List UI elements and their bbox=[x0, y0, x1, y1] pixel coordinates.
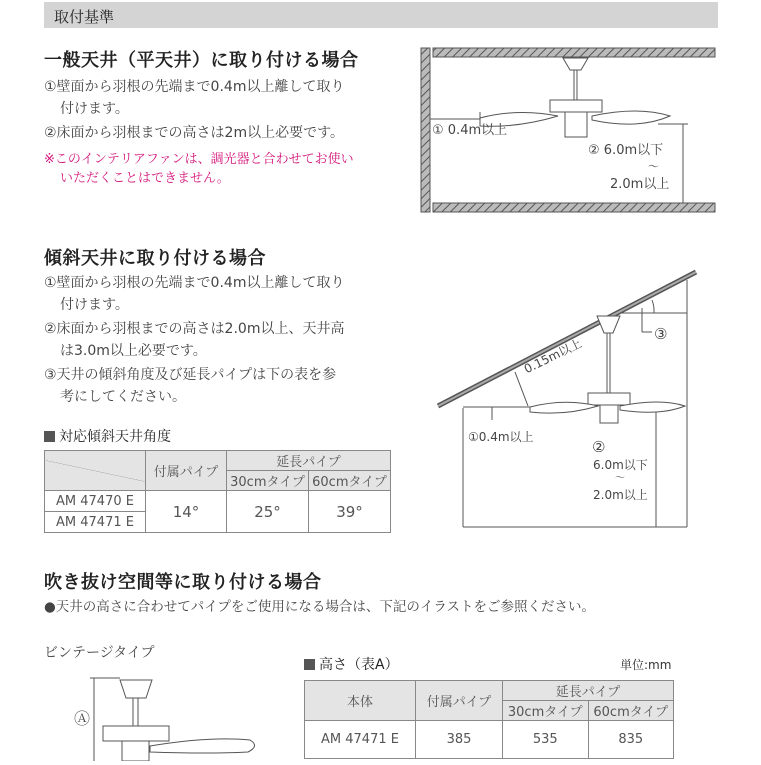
angle-table-val-60: 39° bbox=[309, 491, 391, 533]
sloped-item-1-line1: ①壁面から羽根の先端まで0.4m以上離して取り bbox=[44, 275, 345, 291]
sloped-item-2 bbox=[44, 318, 344, 362]
flat-diagram-label-2a: ② 6.0m以下 bbox=[588, 143, 664, 158]
height-table-val-30: 535 bbox=[503, 721, 589, 759]
dimmer-note-line1: ※このインテリアファンは、調光器と合わせてお使い bbox=[44, 152, 354, 167]
flat-item-1-line1: ①壁面から羽根の先端まで0.4m以上離して取り bbox=[44, 79, 345, 95]
sloped-item-1-line2: 付けます。 bbox=[60, 297, 129, 313]
height-table-title-text: 高さ（表A） bbox=[319, 657, 399, 673]
flat-diagram-label-1: ① 0.4m以上 bbox=[432, 123, 508, 138]
height-table-header-30: 30cmタイプ bbox=[503, 701, 589, 721]
sloped-item-1 bbox=[44, 272, 344, 316]
sloped-item-2-line2: は3.0m以上必要です。 bbox=[60, 343, 207, 359]
flat-diagram-label-2c: 2.0m以上 bbox=[610, 177, 670, 192]
sloped-diagram-label-2a: ② bbox=[592, 438, 606, 456]
sloped-diagram-label-2b: 6.0m以下 bbox=[593, 458, 648, 472]
height-table-header-included: 付属パイプ bbox=[416, 681, 503, 721]
flat-item-1 bbox=[44, 76, 344, 120]
atrium-bullet-text: ●天井の高さに合わせてパイプをご使用になる場合は、下記のイラストをご参照ください。 bbox=[44, 599, 595, 615]
sloped-ceiling-diagram bbox=[420, 260, 720, 540]
height-table-header-body: 本体 bbox=[305, 681, 416, 721]
sloped-item-3-line1: ③天井の傾斜角度及び延長パイプは下の表を参 bbox=[44, 367, 337, 383]
height-table-val-60: 835 bbox=[588, 721, 674, 759]
sloped-diagram-label-3: ③ bbox=[654, 325, 668, 343]
atrium-heading: 吹き抜け空間等に取り付ける場合 bbox=[44, 572, 322, 593]
flat-item-1-line2: 付けます。 bbox=[60, 101, 129, 117]
height-table-header-60: 60cmタイプ bbox=[588, 701, 674, 721]
vintage-fan-diagram bbox=[60, 668, 300, 761]
flat-ceiling-heading: 一般天井（平天井）に取り付ける場合 bbox=[44, 50, 359, 71]
angle-table-title bbox=[44, 426, 171, 446]
angle-table-val-30: 25° bbox=[227, 491, 309, 533]
angle-table-header-30: 30cmタイプ bbox=[227, 471, 309, 491]
angle-table-header-60: 60cmタイプ bbox=[309, 471, 391, 491]
height-table-val-included: 385 bbox=[416, 721, 503, 759]
sloped-diagram-label-2c: ～ bbox=[615, 473, 625, 484]
dimmer-note bbox=[44, 150, 354, 188]
sloped-item-2-line1: ②床面から羽根までの高さは2.0m以上、天井高 bbox=[44, 321, 345, 337]
flat-ceiling-diagram bbox=[418, 40, 718, 220]
angle-table-corner bbox=[45, 451, 146, 491]
sloped-ceiling-heading: 傾斜天井に取り付ける場合 bbox=[44, 248, 266, 269]
dimension-a-label: Ⓐ bbox=[74, 709, 91, 728]
section-header-bar bbox=[44, 2, 718, 28]
sloped-item-3-line2: 考にしてください。 bbox=[60, 389, 186, 405]
height-table-title bbox=[304, 654, 399, 674]
sloped-diagram-label-1: ①0.4m以上 bbox=[468, 430, 534, 444]
sloped-diagram-label-2d: 2.0m以上 bbox=[593, 488, 648, 502]
unit-label: 単位:mm bbox=[620, 658, 672, 672]
vintage-type-label: ビンテージタイプ bbox=[44, 645, 155, 661]
sloped-diagram-label-015: 0.15m以上 bbox=[521, 336, 584, 377]
angle-table-row-model: AM 47470 E bbox=[45, 491, 146, 512]
height-table bbox=[304, 680, 674, 759]
angle-table-title-text: 対応傾斜天井角度 bbox=[59, 429, 171, 445]
angle-table-header-ext: 延長パイプ bbox=[227, 451, 391, 471]
angle-table-row-model: AM 47471 E bbox=[45, 512, 146, 533]
flat-diagram-label-2b: ～ bbox=[648, 160, 659, 173]
height-table-model: AM 47471 E bbox=[305, 721, 416, 759]
angle-table-header-included: 付属パイプ bbox=[146, 451, 227, 491]
dimmer-note-line2: いただくことはできません。 bbox=[60, 171, 230, 186]
sloped-item-3 bbox=[44, 364, 336, 408]
section-header-title: 取付基準 bbox=[54, 8, 115, 26]
square-bullet-icon bbox=[44, 431, 55, 442]
flat-item-2: ②床面から羽根までの高さは2m以上必要です。 bbox=[44, 125, 344, 141]
square-bullet-icon bbox=[304, 659, 315, 670]
angle-table bbox=[44, 450, 391, 533]
height-table-header-ext: 延長パイプ bbox=[503, 681, 674, 701]
angle-table-val-included: 14° bbox=[146, 491, 227, 533]
